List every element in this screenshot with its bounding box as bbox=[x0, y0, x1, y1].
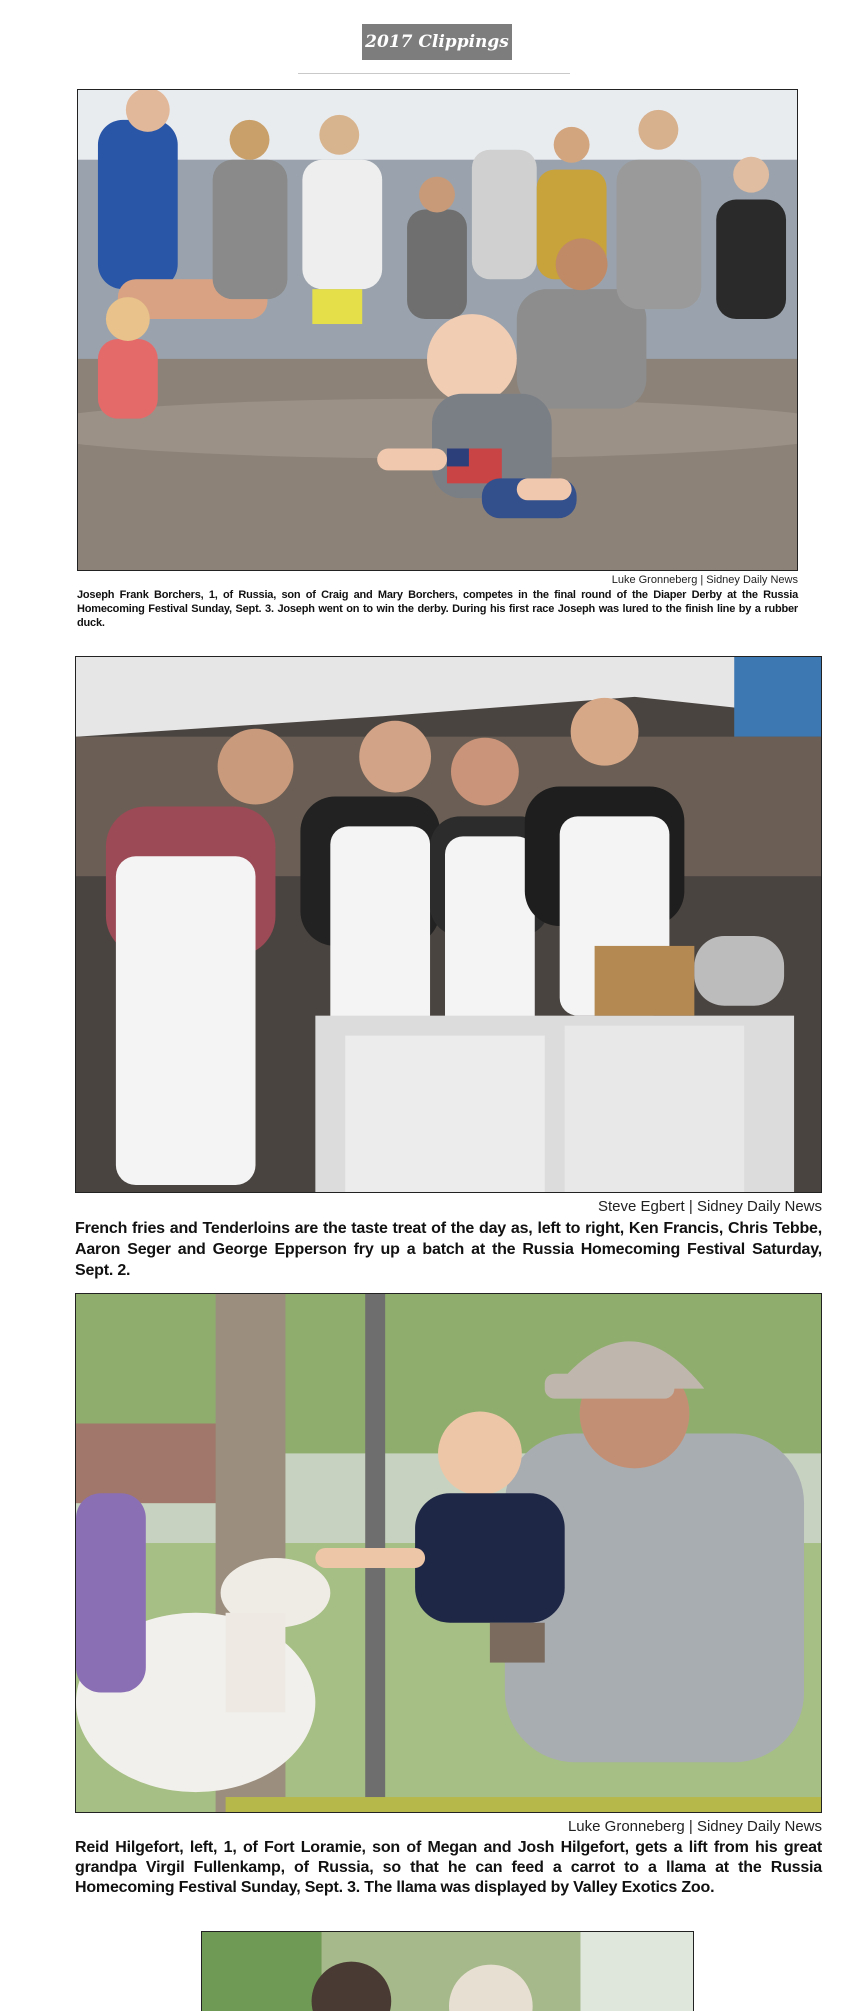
photo-credit: Luke Gronneberg | Sidney Daily News bbox=[567, 1818, 822, 1835]
photo-credit: Steve Egbert | Sidney Daily News bbox=[598, 1198, 822, 1215]
photo-caption: French fries and Tenderloins are the taste treat of the day as, left to right, Ken Francis, Chris Tebbe, Aaron Seger and George Epperson fry up a batch at the Russia Homecoming Festival Saturday, Sept. 2. bbox=[75, 1220, 822, 1279]
diaper-derby-photo-art bbox=[78, 90, 797, 570]
photo-caption: Joseph Frank Borchers, 1, of Russia, son of Craig and Mary Borchers, competes in the final round of the Diaper Derby at the Russia Homecoming Festival Sunday, Sept. 3. Joseph went on to win the derby. During his first race Joseph was lured to the finish line by a rubber duck. bbox=[77, 589, 798, 629]
llama-feeding-photo bbox=[75, 1293, 822, 1813]
page-title-badge: 2017 Clippings bbox=[362, 24, 512, 60]
diaper-derby-photo bbox=[77, 89, 798, 571]
fry-cooks-photo-art bbox=[76, 657, 821, 1192]
partial-photo bbox=[201, 1931, 694, 2011]
partial-photo-art bbox=[202, 1932, 693, 2011]
fry-cooks-photo bbox=[75, 656, 822, 1193]
header-divider bbox=[298, 73, 570, 74]
photo-credit: Luke Gronneberg | Sidney Daily News bbox=[611, 574, 798, 586]
photo-caption: Reid Hilgefort, left, 1, of Fort Loramie, son of Megan and Josh Hilgefort, gets a lift from his great grandpa Virgil Fullenkamp, of Russia, so that he can feed a carrot to a llama at the Russia Homecoming Festival Sunday, Sept. 3. The llama was displayed by Valley Exotics Zoo. bbox=[75, 1839, 822, 1896]
llama-feeding-photo-art bbox=[76, 1294, 821, 1812]
